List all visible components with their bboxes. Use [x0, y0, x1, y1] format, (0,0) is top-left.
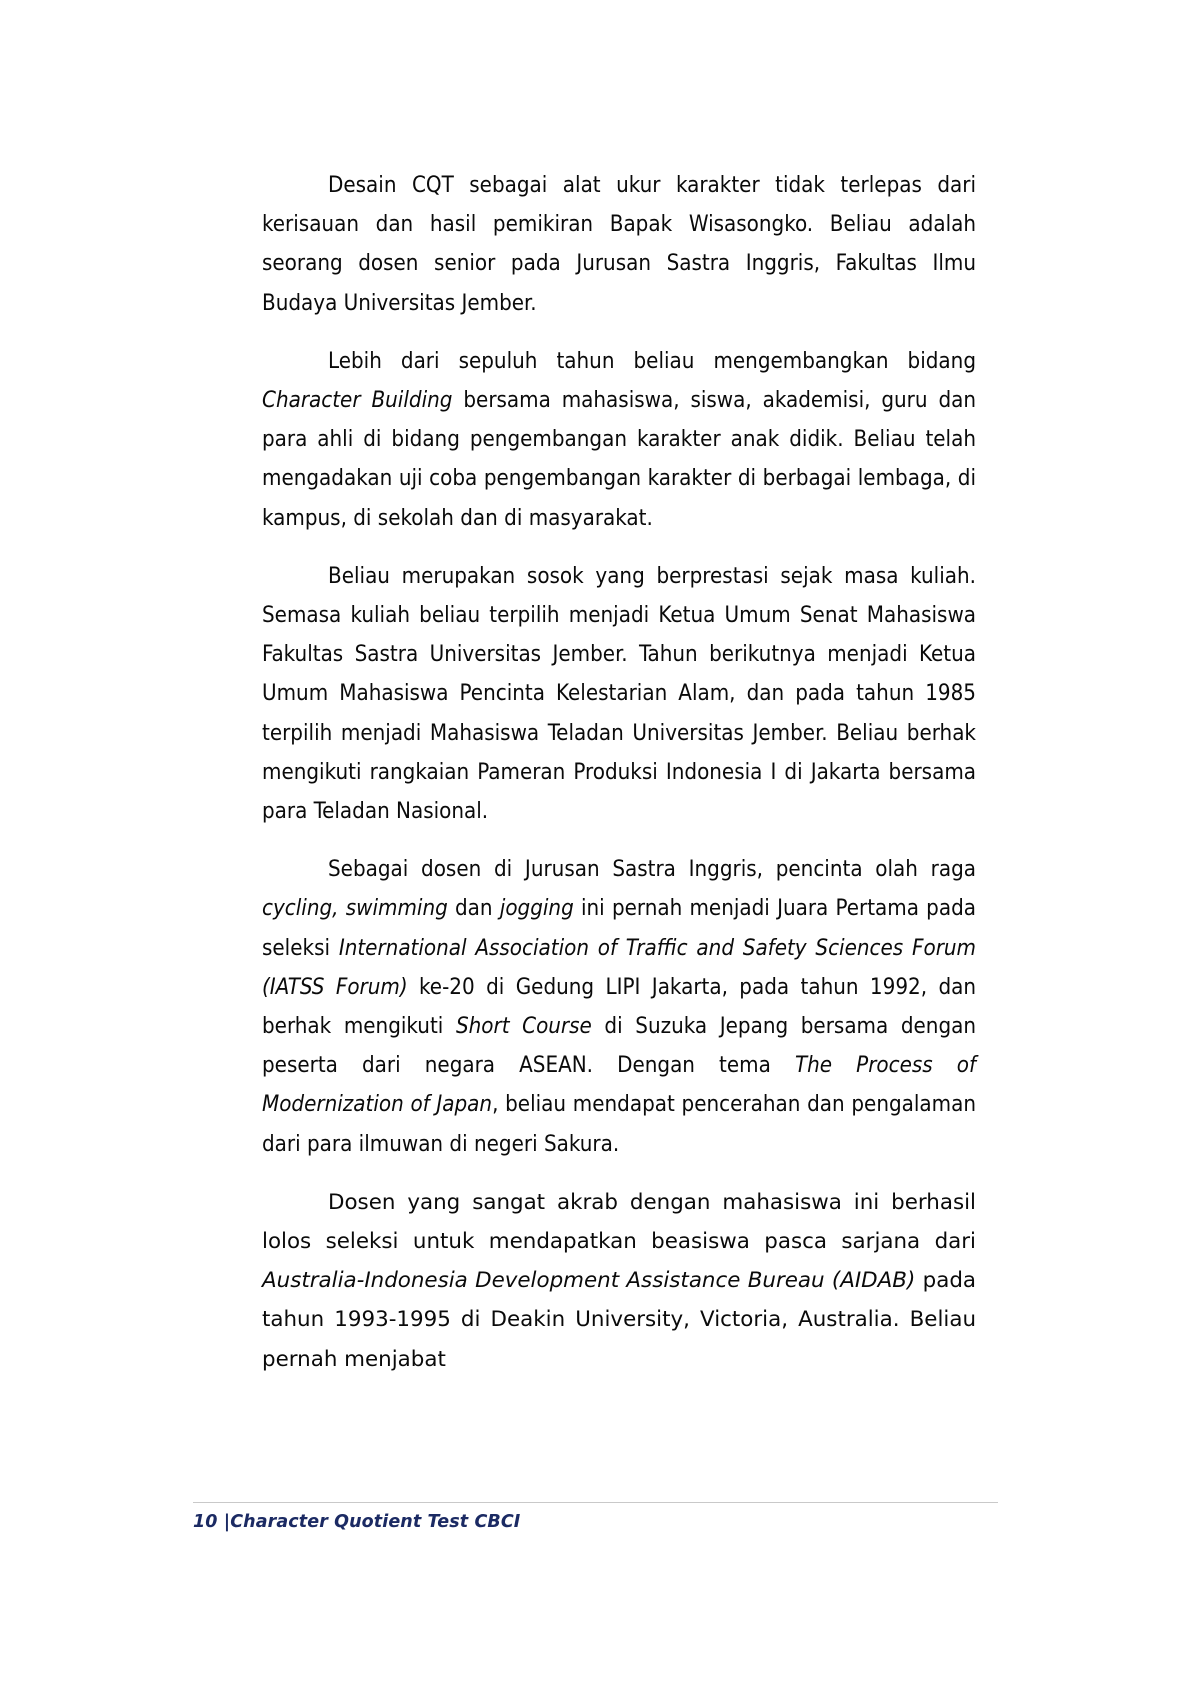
body-paragraph	[262, 850, 976, 1164]
text-run: ke-20 di Gedung LIPI Jakarta, pada tahun 1992, dan berhak mengikuti	[262, 973, 977, 1040]
text-run: , beliau mendapat pencerahan dan pengalaman dari para ilmuwan di negeri Sakura.	[262, 1091, 976, 1157]
text-run: ini pernah menjadi Juara Pertama pada seleksi	[262, 895, 976, 961]
text-run: Lebih dari sepuluh tahun beliau mengembangkan bidang	[328, 347, 976, 374]
page-footer	[193, 1502, 998, 1532]
text-run: Desain CQT sebagai alat ukur karakter tidak terlepas dari kerisauan dan hasil pemikiran Bapak Wisasongko. Beliau adalah seorang dosen senior pada Jurusan Sastra Inggris, Fakultas Ilmu Budaya Universitas Jember.	[262, 172, 976, 316]
italic-run: International Association of Traffic and Safety Sciences Forum (IATSS Forum)	[262, 934, 976, 1000]
body-paragraph	[262, 557, 976, 831]
italic-run: cycling, swimming	[262, 895, 448, 922]
body-paragraph	[262, 166, 976, 323]
page-body-text	[262, 166, 976, 1379]
text-run: Beliau merupakan sosok yang berprestasi sejak masa kuliah. Semasa kuliah beliau terpilih menjadi Ketua Umum Senat Mahasiswa Fakultas Sastra Universitas Jember. Tahun berikutnya menjadi Ketua Umum Mahasiswa Pencinta Kelestarian Alam, dan pada tahun 1985 terpilih menjadi Mahasiswa Teladan Universitas Jember. Beliau berhak mengikuti rangkaian Pameran Produksi Indonesia I di Jakarta bersama para Teladan Nasional.	[262, 562, 976, 825]
body-paragraph	[262, 1183, 976, 1379]
italic-run: jogging	[499, 895, 574, 922]
italic-run: Short Course	[455, 1013, 592, 1040]
italic-run: Australia-Indonesia Development Assistance Bureau (AIDAB)	[262, 1268, 916, 1294]
footer-page-label: 10 |Character Quotient Test CBCI	[193, 1512, 521, 1532]
body-paragraph	[262, 342, 976, 538]
text-run: Sebagai dosen di Jurusan Sastra Inggris, pencinta olah raga	[328, 856, 976, 883]
italic-run: Character Building	[262, 387, 453, 414]
text-run: dan	[447, 895, 500, 922]
text-run: Dosen yang sangat akrab dengan mahasiswa ini berhasil lolos seleksi untuk mendapatkan beasiswa pasca sarjana dari	[262, 1189, 976, 1255]
text-run: pada tahun 1993-1995 di Deakin University, Victoria, Australia. Beliau pernah menjabat	[262, 1268, 977, 1372]
text-run: di Suzuka Jepang bersama dengan peserta dari negara ASEAN. Dengan tema	[262, 1013, 977, 1079]
footer-divider	[193, 1502, 998, 1503]
text-run: bersama mahasiswa, siswa, akademisi, guru dan para ahli di bidang pengembangan karakter anak didik. Beliau telah mengadakan uji coba pengembangan karakter di berbagai lembaga, di kampus, di sekolah dan di masyarakat.	[262, 387, 977, 531]
italic-run: The Process of Modernization of Japan	[262, 1052, 976, 1118]
